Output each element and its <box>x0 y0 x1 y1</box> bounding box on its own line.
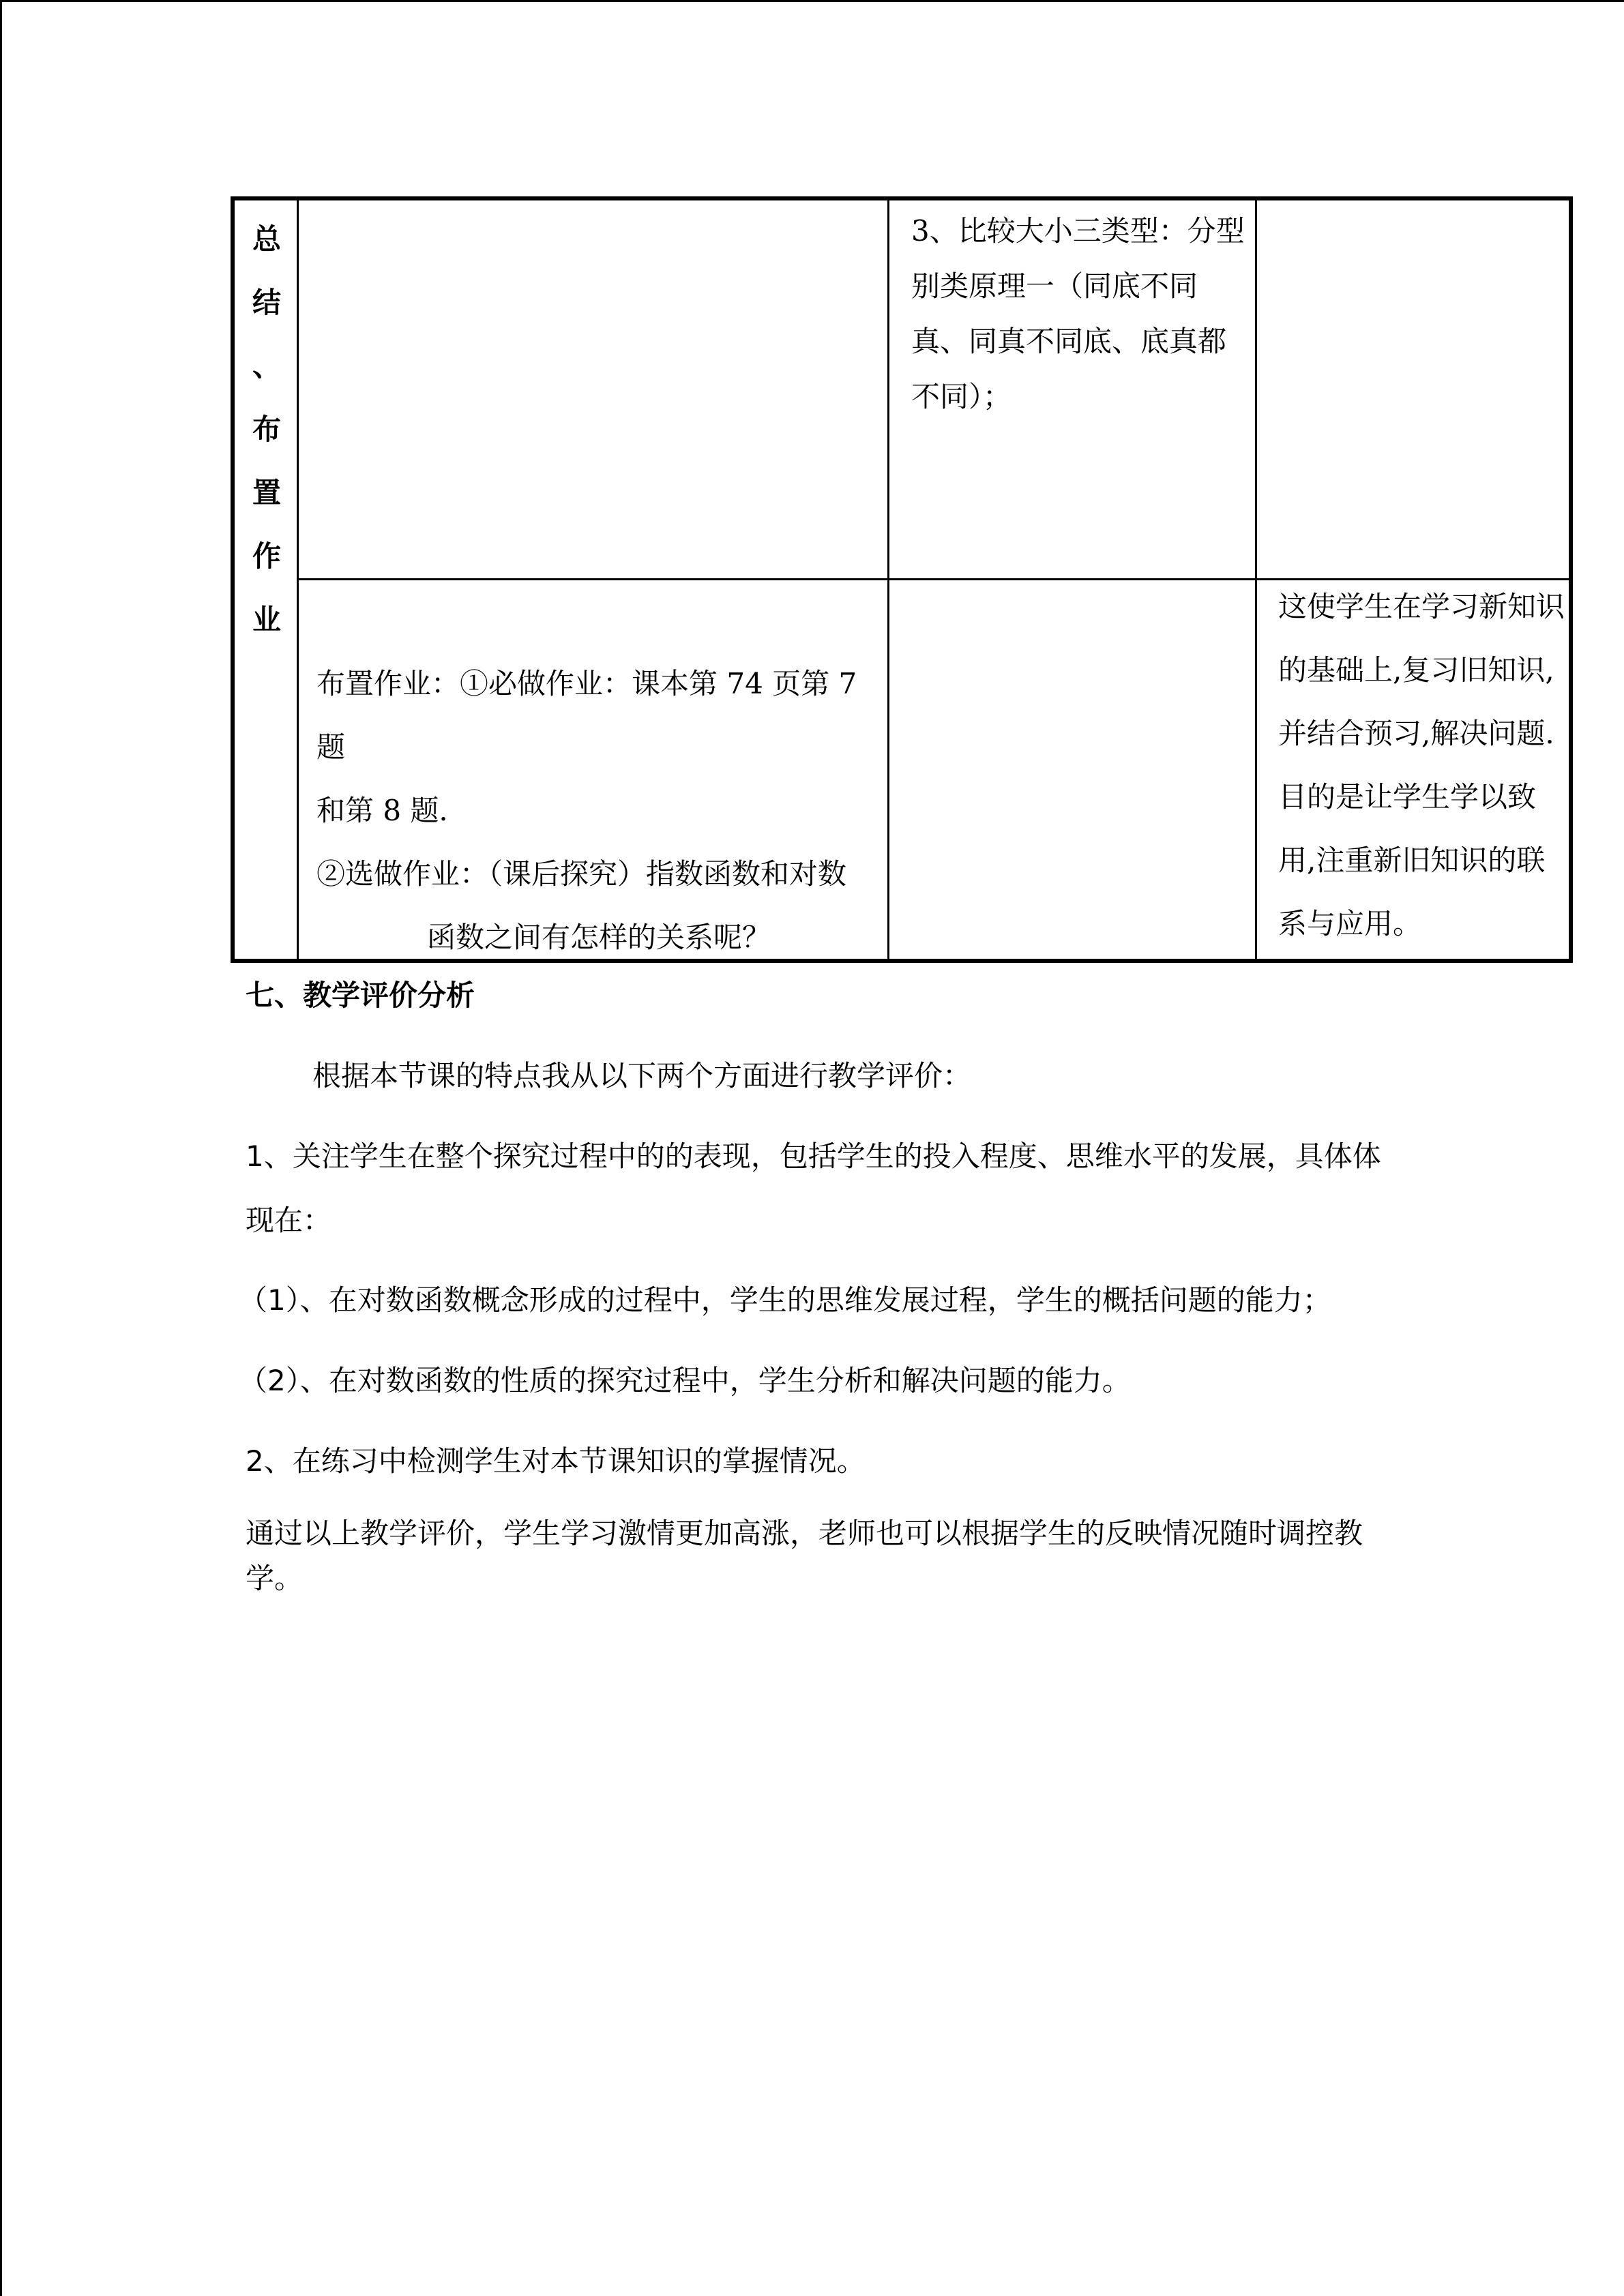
summary-line: 真、同真不同底、底真都 <box>911 325 1227 358</box>
summary-line: 不同）； <box>911 380 1012 413</box>
homework-line: 和第 8 题. <box>316 794 448 827</box>
evaluation-subitem-1: （1）、在对数函数概念形成的过程中，学生的思维发展过程，学生的概括问题的能力； <box>239 1283 1331 1317</box>
purpose-line: 这使学生在学习新知识 <box>1278 590 1565 623</box>
homework-cell <box>300 573 894 969</box>
homework-line: 布置作业：①必做作业：课本第 74 页第 7 题 <box>316 667 857 764</box>
evaluation-item-2: 2、在练习中检测学生对本节课知识的掌握情况。 <box>246 1444 866 1478</box>
stage-label <box>235 200 299 959</box>
purpose-line: 目的是让学生学以致 <box>1278 780 1537 814</box>
purpose-line: 并结合预习,解决问题. <box>1278 717 1554 750</box>
purpose-line: 用,注重新旧知识的联 <box>1278 844 1546 877</box>
purpose-line: 的基础上,复习旧知识, <box>1278 653 1554 687</box>
stage-char: 布 <box>252 413 281 446</box>
stage-char: 、 <box>252 349 281 383</box>
homework-line: 函数之间有怎样的关系呢？ <box>427 921 771 954</box>
lesson-table <box>231 196 1573 963</box>
summary-line: 3、比较大小三类型：分型 <box>911 214 1245 248</box>
stage-char: 置 <box>252 476 281 509</box>
stage-char: 作 <box>252 539 281 573</box>
stage-char: 业 <box>252 603 281 636</box>
stage-char: 结 <box>252 286 281 319</box>
stage-char: 总 <box>252 222 281 256</box>
section-heading: 七、教学评价分析 <box>246 979 475 1012</box>
evaluation-item-1: 1、关注学生在整个探究过程中的的表现，包括学生的投入程度、思维水平的发展，具体体 <box>246 1139 1381 1173</box>
page-edge-left <box>0 0 2 2296</box>
evaluation-conclusion: 通过以上教学评价，学生学习激情更加高涨，老师也可以根据学生的反映情况随时调控教学。 <box>246 1517 1363 1595</box>
evaluation-intro: 根据本节课的特点我从以下两个方面进行教学评价： <box>312 1059 972 1092</box>
summary-line: 别类原理一（同底不同 <box>911 269 1198 303</box>
purpose-line: 系与应用。 <box>1278 907 1422 940</box>
page-edge-top <box>0 0 1624 2</box>
evaluation-item-1-continued: 现在： <box>246 1204 332 1237</box>
evaluation-subitem-2: （2）、在对数函数的性质的探究过程中，学生分析和解决问题的能力。 <box>239 1364 1131 1397</box>
summary-point-cell <box>896 200 1262 424</box>
homework-line: ②选做作业：（课后探究）指数函数和对数 <box>316 857 847 891</box>
design-purpose-cell <box>1262 573 1573 955</box>
